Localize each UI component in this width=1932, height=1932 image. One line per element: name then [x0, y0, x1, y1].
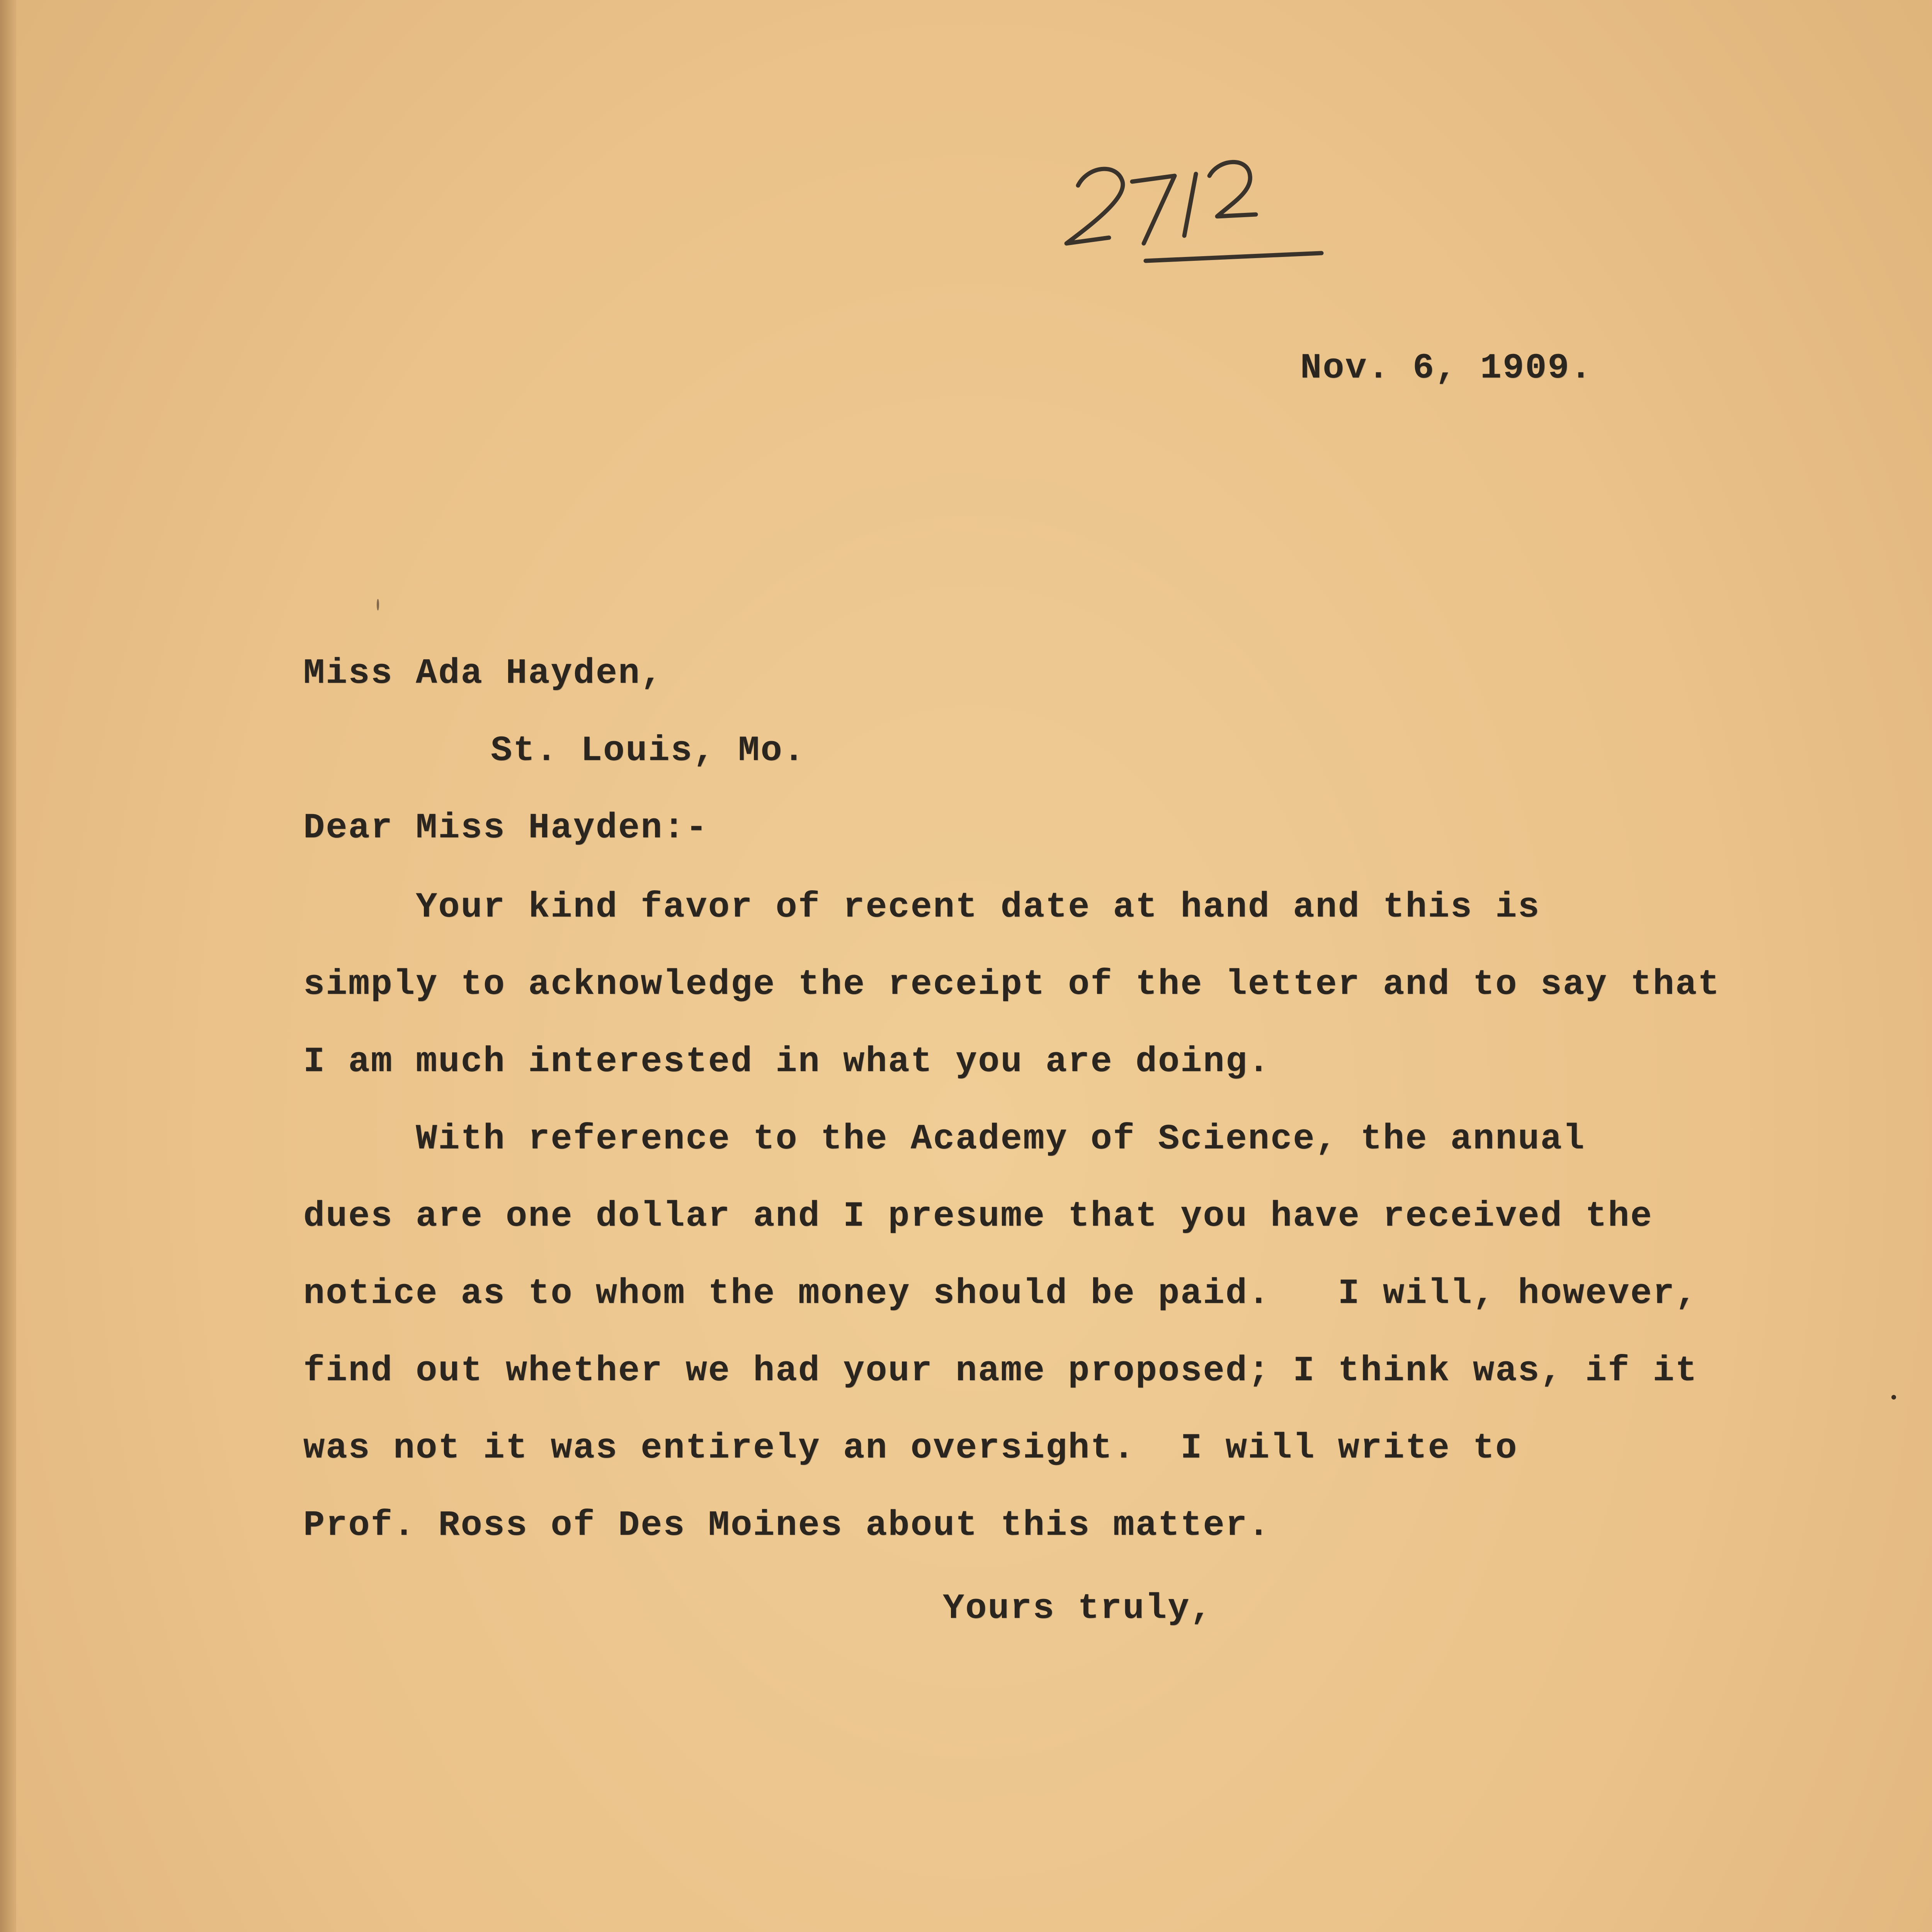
ink-speck: [1891, 1395, 1896, 1400]
body-line: I am much interested in what you are doing.: [303, 1041, 1270, 1082]
salutation: Dear Miss Hayden:-: [303, 808, 708, 848]
letter-date: Nov. 6, 1909.: [1300, 348, 1593, 388]
paper-left-edge: [0, 0, 16, 1932]
recipient-location: St. Louis, Mo.: [491, 730, 806, 771]
body-line: notice as to whom the money should be paid. I will, however,: [303, 1273, 1698, 1314]
closing: Yours truly,: [943, 1588, 1213, 1629]
body-line: was not it was entirely an oversight. I will write to: [303, 1428, 1518, 1468]
body-line: Your kind favor of recent date at hand and this is: [303, 887, 1541, 927]
ink-speck: [377, 599, 379, 611]
recipient-name: Miss Ada Hayden,: [303, 653, 663, 694]
body-line: With reference to the Academy of Science, the annual: [303, 1119, 1585, 1159]
body-line: simply to acknowledge the receipt of the letter and to say that: [303, 964, 1721, 1005]
body-line: Prof. Ross of Des Moines about this matter.: [303, 1505, 1270, 1546]
handwritten-file-number: [1051, 139, 1345, 267]
body-line: dues are one dollar and I presume that you have received the: [303, 1196, 1653, 1236]
body-line: find out whether we had your name proposed; I think was, if it: [303, 1350, 1698, 1391]
